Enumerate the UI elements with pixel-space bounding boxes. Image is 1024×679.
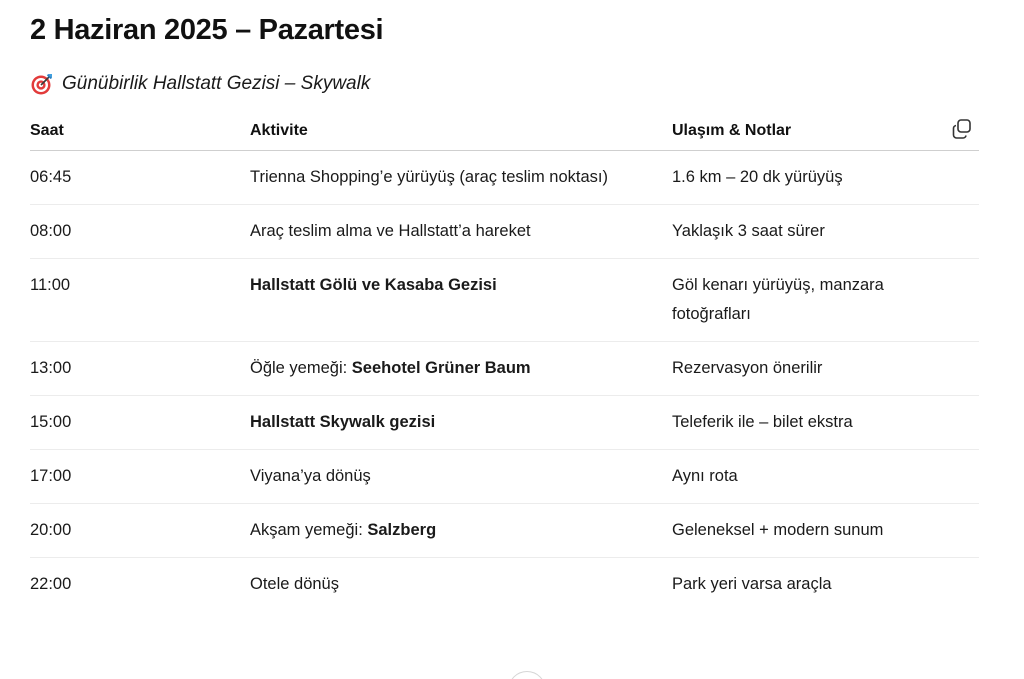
activity-highlight: Hallstatt Gölü ve Kasaba Gezisi	[250, 276, 497, 294]
table-row	[30, 504, 979, 558]
schedule-table	[30, 110, 979, 611]
table-row	[30, 450, 979, 504]
activity-text: Öğle yemeği:	[250, 359, 352, 377]
subtitle	[30, 72, 370, 96]
subtitle-text: Günübirlik Hallstatt Gezisi – Skywalk	[62, 73, 371, 94]
cell-time: 08:00	[30, 205, 250, 259]
column-header-notes-label: Ulaşım & Notlar	[672, 121, 792, 139]
cell-activity	[250, 342, 672, 396]
cell-notes: 1.6 km – 20 dk yürüyüş	[672, 151, 979, 205]
cell-notes: Göl kenarı yürüyüş, manzara fotoğrafları	[672, 259, 979, 342]
activity-text: Otele dönüş	[250, 575, 339, 593]
table-row	[30, 342, 979, 396]
cell-time: 17:00	[30, 450, 250, 504]
cell-time: 20:00	[30, 504, 250, 558]
cell-notes: Teleferik ile – bilet ekstra	[672, 396, 979, 450]
cell-activity	[250, 259, 672, 342]
table-row	[30, 396, 979, 450]
cell-activity	[250, 450, 672, 504]
cell-notes: Park yeri varsa araçla	[672, 575, 832, 593]
cell-activity	[250, 558, 672, 612]
table-row	[30, 558, 979, 612]
page-title: 2 Haziran 2025 – Pazartesi	[30, 14, 384, 46]
schedule-table-container	[30, 110, 979, 611]
activity-text: Viyana’ya dönüş	[250, 467, 371, 485]
table-row	[30, 205, 979, 259]
cell-notes: Rezervasyon önerilir	[672, 342, 979, 396]
cell-notes: Yaklaşık 3 saat sürer	[672, 205, 979, 259]
column-header-activity: Aktivite	[250, 110, 672, 151]
cell-time: 11:00	[30, 259, 250, 342]
copy-icon[interactable]	[951, 118, 973, 140]
cell-notes: Aynı rota	[672, 450, 979, 504]
activity-text: Araç teslim alma ve Hallstatt’a hareket	[250, 222, 531, 240]
table-row	[30, 151, 979, 205]
target-dart-icon	[30, 72, 54, 96]
cell-activity	[250, 205, 672, 259]
column-header-notes	[672, 110, 979, 151]
cell-activity	[250, 504, 672, 558]
table-row	[30, 259, 979, 342]
activity-text: Akşam yemeği:	[250, 521, 368, 539]
activity-text: Trienna Shopping’e yürüyüş (araç teslim noktası)	[250, 168, 608, 186]
cell-time: 15:00	[30, 396, 250, 450]
cell-time: 22:00	[30, 575, 72, 593]
cell-time: 06:45	[30, 151, 250, 205]
table-header-row	[30, 110, 979, 151]
cell-notes: Geleneksel + modern sunum	[672, 504, 979, 558]
scroll-down-button[interactable]	[508, 671, 546, 679]
activity-highlight: Seehotel Grüner Baum	[351, 359, 531, 377]
cell-activity	[250, 151, 672, 205]
activity-highlight: Hallstatt Skywalk gezisi	[250, 413, 436, 431]
cell-activity	[250, 396, 672, 450]
activity-highlight: Salzberg	[367, 521, 437, 539]
cell-time: 13:00	[30, 342, 250, 396]
column-header-time: Saat	[30, 110, 250, 151]
